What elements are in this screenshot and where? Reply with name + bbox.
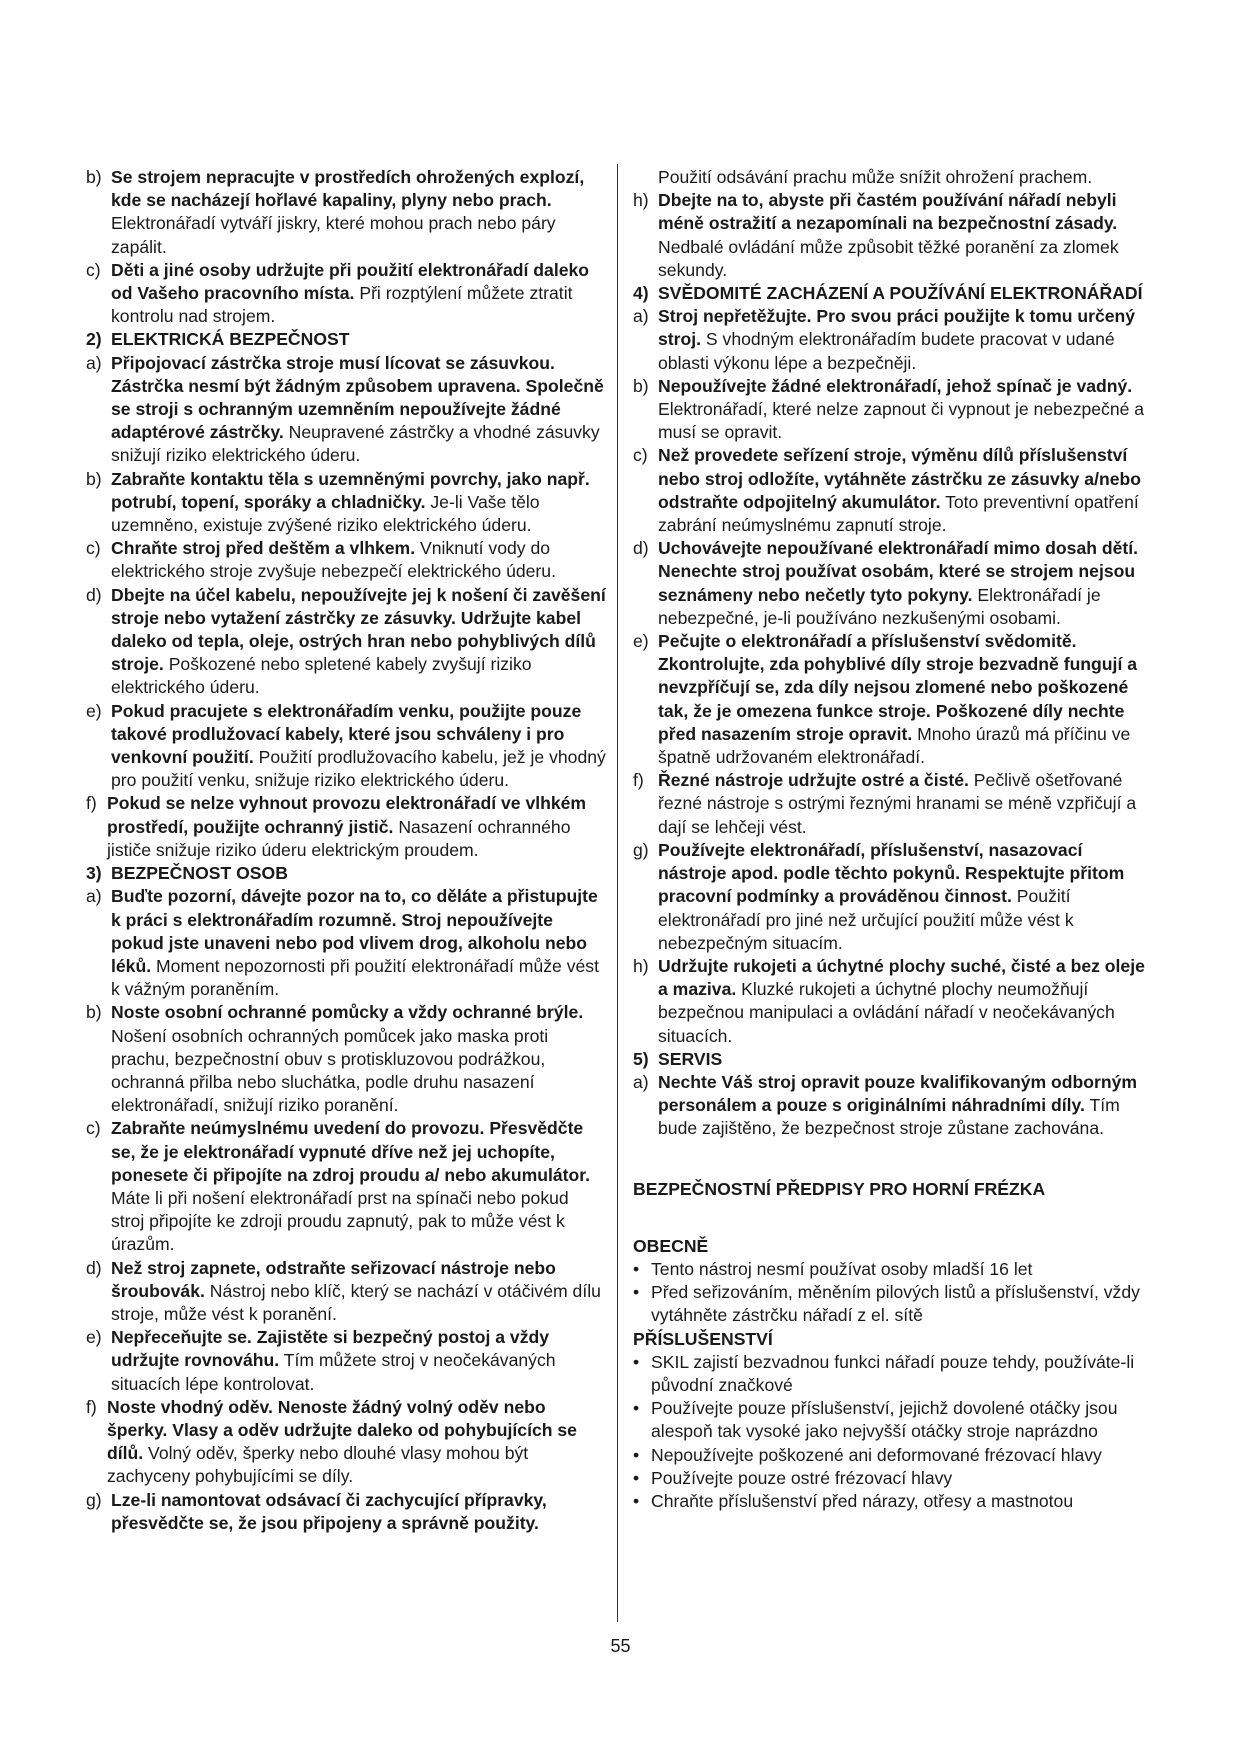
item-bold: Pokud se nelze vyhnout provozu elektronářadí ve vlhkém prostředí, použijte ochranný jistič. [107, 793, 587, 837]
item-bold: Stroj nepřetěžujte. Pro svou práci použijte k tomu určený stroj. [658, 306, 1136, 350]
accessories-bullet-2 [633, 1397, 1155, 1443]
column-divider [617, 164, 618, 1622]
bullet-dot: • [633, 1351, 640, 1372]
bullet-text: SKIL zajistí bezvadnou funkci nářadí pouze tehdy, používáte-li původní značkové [651, 1351, 1135, 1395]
instruction-3f [86, 1396, 606, 1489]
item-label: b) [633, 375, 649, 396]
heading-text: BEZPEČNOST OSOB [111, 863, 288, 884]
item-label: b) [86, 167, 102, 187]
item-bold: Nepřeceňujte se. Zajistěte si bezpečný postoj a vždy udržujte rovnováhu. [111, 1327, 550, 1371]
instruction-5a [633, 1071, 1155, 1141]
accessories-bullet-1 [633, 1351, 1155, 1397]
instruction-4h [633, 955, 1155, 1048]
bullet-text: Používejte pouze příslušenství, jejichž dovolené otáčky jsou alespoň tak vysoké jako nejvyšší otáčky stroje naprázdno [651, 1398, 1118, 1442]
instruction-2b [86, 468, 606, 538]
accessories-bullet-3 [633, 1444, 1155, 1467]
item-bold: Udržujte rukojeti a úchytné plochy suché, čisté a bez oleje a maziva. [658, 955, 1145, 1000]
subsection-general: OBECNĚ [633, 1235, 709, 1256]
bullet-text: Nepoužívejte poškozené ani deformované frézovací hlavy [651, 1444, 1102, 1465]
bullet-text: Tento nástroj nesmí používat osoby mladší 16 let [651, 1258, 1033, 1279]
right-column [633, 166, 1155, 1513]
item-bold: Uchovávejte nepoužívané elektronářadí mimo dosah dětí. Nenechte stroj používat osobám, které se strojem nejsou seznámeny nebo nečetly tyto pokyny. [658, 538, 1139, 605]
item-label: b) [86, 468, 102, 489]
item-text: Elektronářadí, které nelze zapnout či vypnout je nebezpečné a musí se opravit. [658, 399, 1145, 443]
bullet-dot: • [633, 1490, 640, 1511]
item-bold: Buďte pozorní, dávejte pozor na to, co děláte a přistupujte k práci s elektronářadím rozumně. Stroj nepoužívejte pokud jste unaveni nebo pod vlivem drog, alkoholu nebo léků. [111, 886, 598, 976]
item-bold: Zabraňte kontaktu těla s uzemněnými povrchy, jako např. potrubí, topení, sporáky a chladničky. [111, 468, 590, 512]
item-label: e) [86, 1327, 102, 1348]
instruction-2c [86, 537, 606, 583]
item-bold: Pokud pracujete s elektronářadím venku, použijte pouze takové prodlužovací kabely, které jsou schváleny i pro venkovní použití. [111, 700, 582, 768]
item-label: a) [633, 1071, 649, 1092]
instruction-3e [86, 1326, 606, 1396]
item-text: Moment nepozornosti při použití elektronářadí může vést k vážným poraněním. [111, 955, 599, 1000]
instruction-3g [86, 1489, 606, 1535]
item-label: d) [86, 584, 102, 605]
accessories-bullet-5 [633, 1490, 1155, 1513]
bullet-text: Chraňte příslušenství před nárazy, otřesy a mastnotou [651, 1490, 1074, 1511]
heading-text: ELEKTRICKÁ BEZPEČNOST [111, 329, 350, 350]
heading-text: SVĚDOMITÉ ZACHÁZENÍ A POUŽÍVÁNÍ ELEKTRONÁŘADÍ [658, 283, 1143, 304]
item-bold: Zabraňte neúmyslnému uvedení do provozu. Přesvědčte se, že je elektronářadí vypnuté dříve než jej uchopíte, ponesete či připojíte na zdroj proudu a/ nebo akumulátor. [111, 1118, 590, 1185]
item-bold: Noste vhodný oděv. Nenoste žádný volný oděv nebo šperky. Vlasy a oděv udržujte daleko od pohybujících se dílů. [107, 1396, 577, 1464]
item-text: Nástroj nebo klíč, který se nachází v otáčivém dílu stroje, může vést k poranění. [111, 1280, 601, 1324]
heading-number: 3) [86, 863, 102, 884]
item-label: a) [86, 886, 102, 907]
bullet-dot: • [633, 1467, 640, 1488]
item-label: e) [633, 631, 649, 652]
instruction-4c [633, 444, 1155, 537]
bullet-dot: • [633, 1444, 640, 1465]
item-bold: Se strojem nepracujte v prostředích ohrožených explozí, kde se nacházejí hořlavé kapaliny, plyny nebo prach. [111, 167, 585, 211]
heading-service [633, 1048, 1155, 1071]
heading-number: 2) [86, 329, 102, 350]
general-bullet-2 [633, 1281, 1155, 1327]
item-label: c) [633, 445, 648, 466]
subsection-accessories: PŘÍSLUŠENSTVÍ [633, 1328, 773, 1349]
instruction-2e [86, 700, 606, 793]
item-label: g) [86, 1489, 102, 1510]
instruction-3d [86, 1257, 606, 1327]
item-text: Máte li při nošení elektronářadí prst na spínači nebo pokud stroj připojíte ke zdroji proudu zapnutý, pak to může vést k úrazům. [111, 1187, 569, 1255]
heading-tool-use [633, 282, 1155, 305]
instruction-4e [633, 630, 1155, 769]
item-label: f) [633, 770, 644, 791]
bullet-text: Používejte pouze ostré frézovací hlavy [651, 1467, 953, 1488]
instruction-3h [633, 189, 1155, 282]
item-label: c) [86, 538, 101, 559]
instruction-1b [86, 166, 606, 259]
instruction-4a [633, 305, 1155, 375]
item-text: Při rozptýlení můžete ztratit kontrolu nad strojem. [111, 283, 573, 327]
item-bold: Noste osobní ochranné pomůcky a vždy ochranné brýle. [111, 1002, 584, 1023]
instruction-4d [633, 537, 1155, 630]
item-bold: Používejte elektronářadí, příslušenství, nasazovací nástroje apod. podle těchto pokynů. Respektujte přitom pracovní podmínky a prováděnou činnost. [658, 839, 1125, 907]
item-text: Tím bude zajištěno, že bezpečnost stroje zůstane zachována. [658, 1095, 1120, 1139]
item-text: Použití elektronářadí pro jiné než určující použití může vést k nebezpečným situacím. [658, 886, 1074, 953]
item-text: Nošení osobních ochranných pomůcek jako maska proti prachu, bezpečnostní obuv s protiskluzovou podrážkou, ochranná přilba nebo sluchátka, podle druhu nasazení elektronářadí, snižují riziko poranění. [111, 1025, 549, 1116]
item-bold: Dbejte na to, abyste při častém používání nářadí nebyli méně ostražití a nezapomínali na bezpečnostní zásady. [658, 190, 1118, 234]
page-number: 55 [610, 1636, 631, 1656]
bullet-dot: • [633, 1258, 640, 1279]
item-label: c) [86, 259, 101, 280]
item-label: e) [86, 700, 102, 721]
heading-personal-safety [86, 862, 606, 885]
item-label: d) [633, 538, 649, 559]
item-text: Je-li Vaše tělo uzemněno, existuje zvýšené riziko elektrického úderu. [111, 491, 540, 536]
heading-number: 5) [633, 1048, 649, 1069]
item-bold: Řezné nástroje udržujte ostré a čisté. [658, 770, 969, 791]
item-text: Tím můžete stroj v neočekávaných situacích lépe kontrolovat. [111, 1350, 556, 1394]
instruction-3g-continued: Použití odsávání prachu může snížit ohrožení prachem. [658, 167, 1093, 187]
item-label: b) [86, 1002, 102, 1023]
item-text: Pečlivě ošetřované řezné nástroje s ostrými řeznými hranami se méně vzpřičují a dají se lehčeji vést. [658, 770, 1137, 837]
instruction-1c [86, 259, 606, 329]
instruction-3b [86, 1001, 606, 1117]
item-label: a) [633, 306, 649, 327]
heading-electrical-safety [86, 328, 606, 351]
item-bold: Než stroj zapnete, odstraňte seřizovací nástroje nebo šroubovák. [111, 1257, 556, 1301]
item-text: Vniknutí vody do elektrického stroje zvyšuje nebezpečí elektrického úderu. [111, 538, 556, 582]
instruction-3c [86, 1117, 606, 1256]
instruction-4b [633, 375, 1155, 445]
instruction-2a [86, 352, 606, 468]
general-bullet-1 [633, 1258, 1155, 1281]
instruction-4g [633, 839, 1155, 955]
item-bold: Připojovací zástrčka stroje musí lícovat se zásuvkou. Zástrčka nesmí být žádným způsobem upravena. Společně se stroji s ochranným uzemněním nepoužívejte žádné adaptérové zástrčky. [111, 352, 604, 443]
item-bold: Děti a jiné osoby udržujte při použití elektronářadí daleko od Vašeho pracovního místa. [111, 259, 590, 304]
item-bold: Nepoužívejte žádné elektronářadí, jehož spínač je vadný. [658, 375, 1133, 396]
instruction-2f [86, 792, 606, 862]
item-label: a) [86, 352, 102, 373]
item-bold: Než provedete seřízení stroje, výměnu dílů příslušenství nebo stroj odložíte, vytáhněte zástrčku ze zásuvky a/nebo odstraňte odpojitelný akumulátor. [658, 445, 1141, 512]
instruction-2d [86, 584, 606, 700]
left-column [86, 166, 606, 1535]
instruction-4f [633, 769, 1155, 839]
item-text: Volný oděv, šperky nebo dlouhé vlasy mohou být zachyceny pohybujícími se díly. [107, 1443, 529, 1487]
section-title-router-safety: BEZPEČNOSTNÍ PŘEDPISY PRO HORNÍ FRÉZKA [633, 1178, 1046, 1199]
item-label: f) [86, 1396, 97, 1417]
instruction-3a [86, 885, 606, 1001]
item-bold: Chraňte stroj před deštěm a vlhkem. [111, 538, 416, 559]
item-bold: Nechte Váš stroj opravit pouze kvalifikovaným odborným personálem a pouze s originálními náhradními díly. [658, 1071, 1138, 1116]
item-text: Toto preventivní opatření zabrání neúmyslnému zapnutí stroje. [658, 491, 1139, 536]
item-text: Použití prodlužovacího kabelu, jež je vhodný pro použití venku, snižuje riziko elektrického úderu. [111, 747, 606, 791]
item-label: c) [86, 1118, 101, 1139]
heading-number: 4) [633, 283, 649, 304]
item-label: h) [633, 190, 649, 211]
item-text: Mnoho úrazů má příčinu ve špatně udržovaném elektronářadí. [658, 723, 1131, 768]
item-label: f) [86, 793, 97, 814]
item-bold: Dbejte na účel kabelu, nepoužívejte jej k nošení či zavěšení stroje nebo vytažení zástrčky ze zásuvky. Udržujte kabel daleko od tepla, oleje, ostrých hran nebo pohyblivých dílů stroje. [111, 584, 606, 675]
item-text: Nasazení ochranného jističe snižuje riziko úderu elektrickým proudem. [107, 816, 571, 860]
item-text: Kluzké rukojeti a úchytné plochy neumožňují bezpečnou manipulaci a ovládání nářadí v neočekávaných situacích. [658, 979, 1115, 1046]
bullet-dot: • [633, 1398, 640, 1419]
item-text: S vhodným elektronářadím budete pracovat v udané oblasti výkonu lépe a bezpečněji. [658, 329, 1115, 373]
heading-text: SERVIS [658, 1048, 723, 1069]
item-bold: Pečujte o elektronářadí a příslušenství svědomitě. Zkontrolujte, zda pohyblivé díly stroje bezvadně fungují a nevzpříčují se, zda díly nejsou zlomené nebo poškozené tak, že je omezena funkce stroje. Poškozené díly nechte před nasazením stroje opravit. [658, 631, 1138, 744]
item-text: Elektronářadí je nebezpečné, je-li používáno nezkušenými osobami. [658, 584, 1101, 628]
item-text: Nedbalé ovládání může způsobit těžké poranění za zlomek sekundy. [658, 236, 1119, 280]
item-text: Poškozené nebo spletené kabely zvyšují riziko elektrického úderu. [111, 654, 532, 698]
item-bold: Lze-li namontovat odsávací či zachycující přípravky, přesvědčte se, že jsou připojeny a správně použity. [111, 1489, 547, 1533]
item-text: Elektronářadí vytváří jiskry, které mohou prach nebo páry zapálit. [111, 213, 556, 257]
item-label: d) [86, 1257, 102, 1278]
item-label: h) [633, 955, 649, 976]
item-text: Neupravené zástrčky a vhodné zásuvky snižují riziko elektrického úderu. [111, 422, 600, 466]
item-label: g) [633, 839, 649, 860]
bullet-dot: • [633, 1282, 640, 1303]
accessories-bullet-4 [633, 1467, 1155, 1490]
bullet-text: Před seřizováním, měněním pilových listů a příslušenství, vždy vytáhněte zástrčku nářadí z el. sítě [651, 1282, 1140, 1326]
